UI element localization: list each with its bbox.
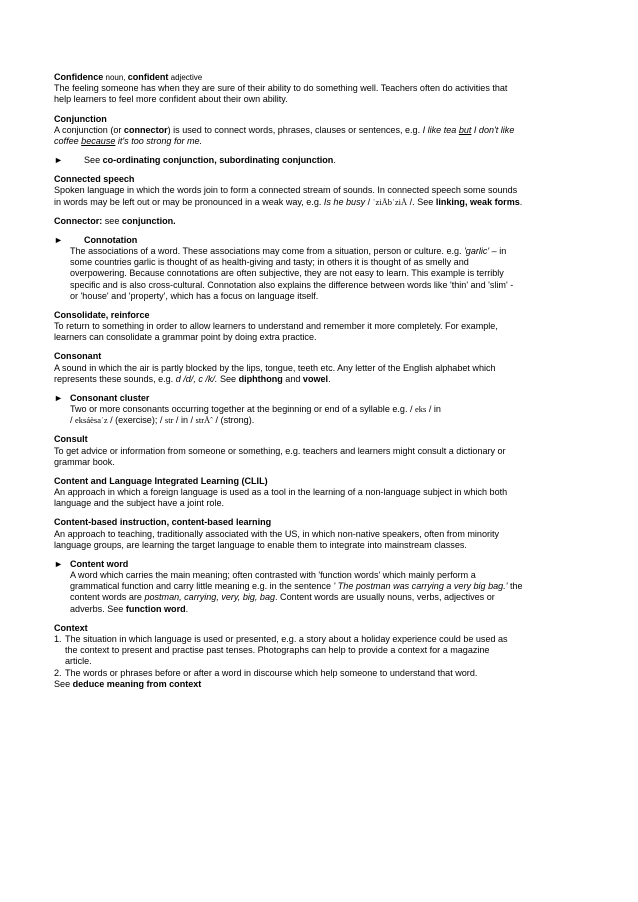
cross-reference: co-ordinating conjunction, subordinating conjunction bbox=[102, 155, 334, 165]
definition-line bbox=[54, 581, 589, 592]
example: it's too strong for me. bbox=[115, 135, 203, 146]
numbered-item bbox=[54, 634, 589, 645]
entry-heading bbox=[54, 559, 589, 570]
example: I don't like bbox=[471, 124, 515, 135]
entry-clil bbox=[54, 476, 589, 510]
phonetic: ˈziÅbˈziÅ bbox=[372, 196, 408, 207]
text: / (exercise); / bbox=[107, 415, 165, 426]
definition-line: A word which carries the main meaning; often contrasted with 'function words' which mainly perform a bbox=[70, 570, 476, 580]
text: See bbox=[84, 155, 103, 165]
definition-line bbox=[54, 125, 589, 136]
entry-content-word bbox=[54, 559, 589, 615]
term: Connotation bbox=[84, 234, 138, 245]
part-of-speech: noun, bbox=[103, 73, 128, 82]
see-also-line bbox=[54, 155, 589, 166]
phonetic: str bbox=[164, 415, 174, 426]
text: . bbox=[328, 373, 331, 384]
entry-conjunction bbox=[54, 114, 589, 148]
entry-confidence bbox=[54, 72, 589, 106]
entry-connected-speech bbox=[54, 174, 589, 208]
phonetic: strÅˆ bbox=[195, 415, 214, 426]
text: The situation in which language is used or presented, e.g. a story about a holiday experience could be used as bbox=[65, 633, 508, 644]
example-underlined: because bbox=[81, 135, 116, 146]
term-ref: connector bbox=[123, 124, 168, 135]
example: d /d/, c /k/. bbox=[175, 373, 218, 384]
definition-line: or 'house' and 'property', which has a focus on language itself. bbox=[70, 290, 319, 301]
entry-context bbox=[54, 623, 589, 690]
text: / bbox=[365, 196, 373, 207]
text: / in bbox=[426, 404, 441, 414]
example: postman, carrying, very, big, bag bbox=[144, 592, 276, 603]
text: the bbox=[507, 581, 523, 592]
entry-consonant-cluster bbox=[54, 393, 589, 427]
term: Consolidate, reinforce bbox=[54, 309, 150, 320]
definition-line: The feeling someone has when they are sure of their ability to do something well. Teachers often do activities that bbox=[54, 83, 508, 94]
see-also-conjunction bbox=[54, 155, 589, 166]
definition-line bbox=[54, 604, 589, 615]
definition-line: An approach to teaching, traditionally associated with the US, in which non-native speakers, often from minority bbox=[54, 528, 500, 539]
cross-reference: conjunction. bbox=[121, 215, 176, 226]
entry-heading bbox=[54, 216, 589, 227]
text: in words may be left out or may be pronounced in a weak way, e.g. bbox=[54, 196, 324, 207]
definition-line: specific and is also cross-cultural. Connotation also explains the difference between words like 'thin' and 'slim' - bbox=[70, 279, 514, 290]
text: . bbox=[519, 196, 523, 207]
see-also-line bbox=[54, 679, 589, 690]
text: /. See bbox=[407, 196, 436, 207]
entry-heading bbox=[54, 114, 589, 125]
term: Content and Language Integrated Learning (CLIL) bbox=[54, 475, 268, 486]
definition-line: To get advice or information from someone or something, e.g. teachers and learners might consult a dictionary or bbox=[54, 445, 506, 456]
text: content words are bbox=[70, 592, 145, 603]
item-number: 1. bbox=[54, 633, 62, 644]
text: adverbs. See bbox=[70, 603, 126, 614]
cross-reference: function word bbox=[125, 603, 186, 614]
part-of-speech: adjective bbox=[168, 73, 203, 82]
text: and bbox=[282, 373, 303, 384]
phonetic: eks bbox=[415, 404, 427, 414]
arrow-bullet-icon: ► bbox=[54, 234, 63, 245]
text: A conjunction (or bbox=[54, 124, 124, 135]
entry-connector bbox=[54, 216, 589, 227]
cross-reference: diphthong bbox=[238, 373, 283, 384]
definition-line: Spoken language in which the words join to form a connected stream of sounds. In connected speech some sounds bbox=[54, 185, 518, 196]
term: Consonant cluster bbox=[70, 392, 150, 403]
term: Consult bbox=[54, 434, 88, 445]
item-number: 2. bbox=[54, 667, 62, 678]
entry-heading bbox=[54, 310, 589, 321]
definition-line bbox=[54, 404, 589, 415]
text: . bbox=[333, 155, 336, 165]
example-underlined: but bbox=[458, 124, 472, 135]
arrow-bullet-icon: ► bbox=[54, 155, 63, 165]
text: / in / bbox=[173, 415, 196, 426]
definition-line: A sound in which the air is partly blocked by the lips, tongue, teeth etc. Any letter of the English alphabet which bbox=[54, 362, 496, 373]
definition-line: some countries garlic is thought of as health-giving and tasty; in others it is thought of as smelly and bbox=[70, 257, 469, 268]
phonetic: eksáèsaˈz bbox=[75, 415, 108, 426]
entry-heading bbox=[54, 174, 589, 185]
definition-line: language groups, are learning the target language to enable them to integrate into mainstream classes. bbox=[54, 539, 467, 550]
definition-line: the context to present and practise past tenses. Photographs can help to provide a context for a magazine bbox=[65, 645, 490, 656]
text: The associations of a word. These associations may come from a situation, person or culture. e.g. bbox=[70, 245, 465, 256]
entry-consolidate bbox=[54, 310, 589, 344]
arrow-bullet-icon: ► bbox=[54, 558, 63, 569]
example: coffee bbox=[54, 135, 82, 146]
term: Conjunction bbox=[54, 113, 107, 124]
definition-line bbox=[54, 246, 589, 257]
entry-heading bbox=[54, 476, 589, 487]
text: See bbox=[217, 373, 239, 384]
definition-line: learners can consolidate a grammar point by doing extra practice. bbox=[54, 332, 317, 343]
numbered-item bbox=[54, 668, 589, 679]
arrow-bullet-icon: ► bbox=[54, 392, 63, 403]
glossary-content bbox=[54, 72, 589, 698]
text: The words or phrases before or after a word in discourse which help someone to understand that word. bbox=[65, 667, 478, 678]
example: ' The postman was carrying a very big bag.' bbox=[333, 581, 508, 592]
example: I like tea bbox=[422, 124, 459, 135]
entry-heading bbox=[54, 623, 589, 634]
text: ) is used to connect words, phrases, clauses or sentences, e.g. bbox=[167, 124, 423, 135]
definition-line bbox=[54, 136, 589, 147]
text: . Content words are usually nouns, verbs, adjectives or bbox=[275, 592, 495, 603]
text: / bbox=[70, 415, 76, 426]
term: Consonant bbox=[54, 351, 102, 362]
term: Confidence bbox=[54, 72, 104, 82]
definition-line bbox=[54, 374, 589, 385]
term: Context bbox=[54, 622, 88, 633]
example: Is he busy bbox=[323, 196, 366, 207]
entry-heading bbox=[54, 393, 589, 404]
text: see bbox=[102, 215, 122, 226]
example: 'garlic' bbox=[464, 245, 490, 256]
entry-heading bbox=[54, 517, 589, 528]
text: grammatical function and carry little meaning e.g. in the sentence bbox=[70, 581, 334, 592]
term-variant: confident bbox=[127, 72, 169, 82]
term: Content-based instruction, content-based learning bbox=[54, 517, 272, 528]
entry-content-based bbox=[54, 517, 589, 551]
text: See bbox=[54, 678, 73, 689]
definition-line bbox=[54, 415, 589, 426]
cross-reference: vowel bbox=[302, 373, 329, 384]
entry-connotation bbox=[54, 235, 589, 302]
definition-line: help learners to feel more confident about their own ability. bbox=[54, 94, 288, 105]
text: Two or more consonants occurring together at the beginning or end of a syllable e.g. / bbox=[70, 404, 415, 414]
definition-line: An approach in which a foreign language is used as a tool in the learning of a non-language subject in which both bbox=[54, 487, 508, 497]
definition-line bbox=[54, 197, 589, 208]
entry-consonant bbox=[54, 351, 589, 385]
text: . bbox=[185, 603, 189, 614]
definition-line: grammar book. bbox=[54, 456, 115, 467]
text: represents these sounds, e.g. bbox=[54, 373, 176, 384]
definition-line: To return to something in order to allow learners to understand and remember it more completely. For example, bbox=[54, 321, 498, 331]
entry-consult bbox=[54, 434, 589, 468]
term: Connector: bbox=[54, 215, 103, 226]
entry-heading bbox=[54, 72, 589, 83]
definition-line: article. bbox=[65, 656, 92, 667]
definition-line: overpowering. Because connotations are often subjective, they are not easy to learn. This example is terribly bbox=[70, 268, 504, 279]
cross-reference: deduce meaning from context bbox=[72, 678, 202, 689]
text: – in bbox=[489, 245, 507, 256]
cross-reference: linking, weak forms bbox=[435, 196, 520, 207]
definition-line bbox=[54, 592, 589, 603]
definition-line: language and the subject have a joint role. bbox=[54, 498, 225, 509]
term: Content word bbox=[70, 558, 129, 569]
entry-heading bbox=[54, 434, 589, 445]
text: / (strong). bbox=[213, 415, 255, 426]
entry-heading bbox=[54, 235, 589, 246]
entry-heading bbox=[54, 351, 589, 362]
term: Connected speech bbox=[54, 174, 135, 185]
